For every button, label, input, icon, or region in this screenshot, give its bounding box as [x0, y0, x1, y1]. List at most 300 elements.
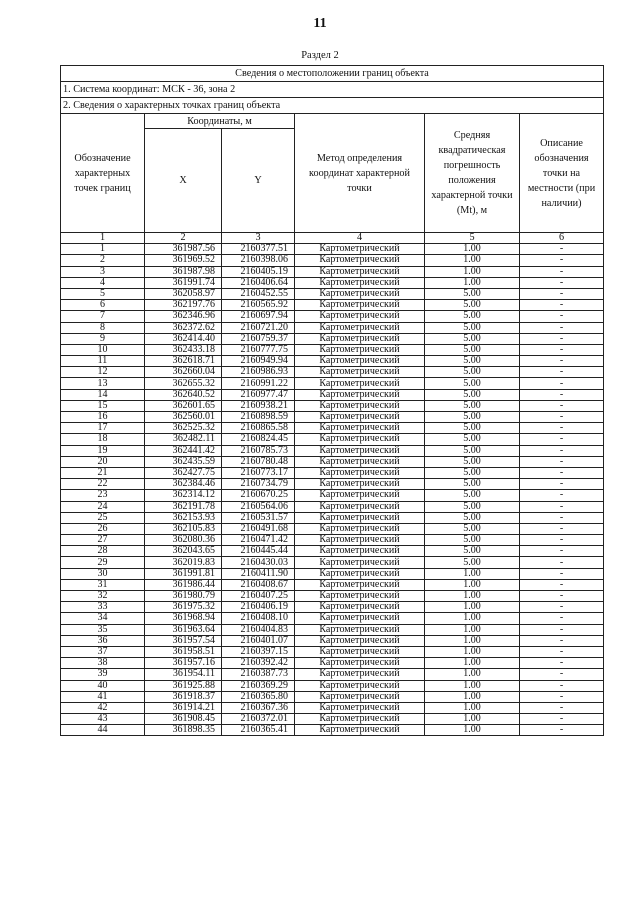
coord-x: 362197.76	[145, 300, 222, 311]
accuracy-cell: 1.00	[425, 591, 520, 602]
accuracy-cell: 5.00	[425, 501, 520, 512]
table-row	[61, 602, 604, 613]
description-cell: -	[520, 378, 604, 389]
method-cell: Картометрический	[295, 512, 425, 523]
accuracy-cell: 5.00	[425, 322, 520, 333]
point-number: 23	[61, 490, 145, 501]
method-cell: Картометрический	[295, 389, 425, 400]
coord-x: 362435.59	[145, 456, 222, 467]
coord-y: 2160377.51	[222, 244, 295, 255]
point-number: 30	[61, 568, 145, 579]
description-cell: -	[520, 557, 604, 568]
coord-y: 2160986.93	[222, 367, 295, 378]
accuracy-cell: 1.00	[425, 579, 520, 590]
coord-x: 361975.32	[145, 602, 222, 613]
method-cell: Картометрический	[295, 725, 425, 736]
coord-x: 361968.94	[145, 613, 222, 624]
description-cell: -	[520, 333, 604, 344]
table-row	[61, 658, 604, 669]
description-cell: -	[520, 356, 604, 367]
method-cell: Картометрический	[295, 244, 425, 255]
coord-x: 362482.11	[145, 434, 222, 445]
coord-y: 2160977.47	[222, 389, 295, 400]
point-number: 29	[61, 557, 145, 568]
coord-x: 361980.79	[145, 591, 222, 602]
description-cell: -	[520, 288, 604, 299]
column-number-row	[61, 233, 604, 244]
description-cell: -	[520, 702, 604, 713]
coord-y: 2160777.75	[222, 344, 295, 355]
coord-y: 2160387.73	[222, 669, 295, 680]
description-cell: -	[520, 490, 604, 501]
accuracy-cell: 1.00	[425, 680, 520, 691]
coord-x: 361958.51	[145, 646, 222, 657]
accuracy-cell: 1.00	[425, 725, 520, 736]
coord-y: 2160759.37	[222, 333, 295, 344]
method-cell: Картометрический	[295, 412, 425, 423]
column-number: 2	[145, 233, 222, 244]
accuracy-cell: 1.00	[425, 624, 520, 635]
description-cell: -	[520, 680, 604, 691]
accuracy-cell: 1.00	[425, 613, 520, 624]
description-cell: -	[520, 613, 604, 624]
coord-y: 2160734.79	[222, 479, 295, 490]
coord-x: 361991.74	[145, 277, 222, 288]
column-number: 4	[295, 233, 425, 244]
table-row	[61, 467, 604, 478]
coord-x: 362080.36	[145, 535, 222, 546]
accuracy-cell: 5.00	[425, 356, 520, 367]
table-row	[61, 479, 604, 490]
coord-x: 361991.81	[145, 568, 222, 579]
table-row	[61, 277, 604, 288]
description-cell: -	[520, 434, 604, 445]
accuracy-cell: 1.00	[425, 658, 520, 669]
column-number: 3	[222, 233, 295, 244]
description-cell: -	[520, 412, 604, 423]
method-cell: Картометрический	[295, 378, 425, 389]
point-number: 36	[61, 635, 145, 646]
coord-x: 361987.98	[145, 266, 222, 277]
point-number: 1	[61, 244, 145, 255]
description-cell: -	[520, 423, 604, 434]
header-designation: Обозначение характерных точек границ	[61, 114, 145, 233]
coord-y: 2160411.90	[222, 568, 295, 579]
coord-y: 2160445.44	[222, 546, 295, 557]
accuracy-cell: 1.00	[425, 646, 520, 657]
accuracy-cell: 1.00	[425, 266, 520, 277]
accuracy-cell: 5.00	[425, 300, 520, 311]
coord-x: 362601.65	[145, 400, 222, 411]
point-number: 26	[61, 523, 145, 534]
description-cell: -	[520, 568, 604, 579]
table-row	[61, 356, 604, 367]
method-cell: Картометрический	[295, 479, 425, 490]
column-number: 1	[61, 233, 145, 244]
description-cell: -	[520, 691, 604, 702]
table-row	[61, 725, 604, 736]
table-row	[61, 288, 604, 299]
coord-y: 2160369.29	[222, 680, 295, 691]
table-row	[61, 714, 604, 725]
description-cell: -	[520, 389, 604, 400]
accuracy-cell: 1.00	[425, 568, 520, 579]
accuracy-cell: 1.00	[425, 702, 520, 713]
point-number: 44	[61, 725, 145, 736]
method-cell: Картометрический	[295, 467, 425, 478]
table-row	[61, 445, 604, 456]
coord-x: 361986.44	[145, 579, 222, 590]
table-row	[61, 523, 604, 534]
point-number: 39	[61, 669, 145, 680]
description-cell: -	[520, 456, 604, 467]
accuracy-cell: 1.00	[425, 669, 520, 680]
point-number: 19	[61, 445, 145, 456]
coord-x: 362640.52	[145, 389, 222, 400]
accuracy-cell: 1.00	[425, 277, 520, 288]
point-number: 22	[61, 479, 145, 490]
point-number: 43	[61, 714, 145, 725]
table-row	[61, 255, 604, 266]
coord-x: 362441.42	[145, 445, 222, 456]
method-cell: Картометрический	[295, 714, 425, 725]
accuracy-cell: 5.00	[425, 535, 520, 546]
method-cell: Картометрический	[295, 523, 425, 534]
method-cell: Картометрический	[295, 635, 425, 646]
table-row	[61, 378, 604, 389]
accuracy-cell: 5.00	[425, 546, 520, 557]
point-number: 18	[61, 434, 145, 445]
coord-y: 2160401.07	[222, 635, 295, 646]
point-number: 12	[61, 367, 145, 378]
point-number: 24	[61, 501, 145, 512]
accuracy-cell: 1.00	[425, 691, 520, 702]
coord-x: 362427.75	[145, 467, 222, 478]
boundary-table	[60, 65, 604, 736]
accuracy-cell: 5.00	[425, 490, 520, 501]
coord-x: 361925.88	[145, 680, 222, 691]
coord-x: 362384.46	[145, 479, 222, 490]
point-number: 16	[61, 412, 145, 423]
coord-x: 361957.54	[145, 635, 222, 646]
coord-y: 2160670.25	[222, 490, 295, 501]
point-number: 4	[61, 277, 145, 288]
method-cell: Картометрический	[295, 490, 425, 501]
method-cell: Картометрический	[295, 400, 425, 411]
table-row	[61, 512, 604, 523]
accuracy-cell: 5.00	[425, 333, 520, 344]
coord-x: 361914.21	[145, 702, 222, 713]
table-row	[61, 266, 604, 277]
coord-y: 2160898.59	[222, 412, 295, 423]
description-cell: -	[520, 255, 604, 266]
method-cell: Картометрический	[295, 277, 425, 288]
coord-x: 362191.78	[145, 501, 222, 512]
method-cell: Картометрический	[295, 702, 425, 713]
method-cell: Картометрический	[295, 501, 425, 512]
table-row	[61, 669, 604, 680]
method-cell: Картометрический	[295, 367, 425, 378]
coord-x: 361918.37	[145, 691, 222, 702]
method-cell: Картометрический	[295, 591, 425, 602]
point-number: 14	[61, 389, 145, 400]
accuracy-cell: 1.00	[425, 602, 520, 613]
accuracy-cell: 5.00	[425, 523, 520, 534]
coord-y: 2160365.80	[222, 691, 295, 702]
coord-y: 2160773.17	[222, 467, 295, 478]
method-cell: Картометрический	[295, 322, 425, 333]
coord-x: 362414.40	[145, 333, 222, 344]
description-cell: -	[520, 523, 604, 534]
table-row	[61, 322, 604, 333]
description-cell: -	[520, 669, 604, 680]
coord-x: 362105.83	[145, 523, 222, 534]
table-row	[61, 412, 604, 423]
description-cell: -	[520, 725, 604, 736]
coord-y: 2160367.36	[222, 702, 295, 713]
table-row	[61, 635, 604, 646]
table-row	[61, 311, 604, 322]
method-cell: Картометрический	[295, 445, 425, 456]
accuracy-cell: 5.00	[425, 557, 520, 568]
table-row	[61, 646, 604, 657]
accuracy-cell: 5.00	[425, 412, 520, 423]
table-row	[61, 691, 604, 702]
coord-x: 361957.16	[145, 658, 222, 669]
description-cell: -	[520, 624, 604, 635]
accuracy-cell: 5.00	[425, 445, 520, 456]
coord-x: 361969.52	[145, 255, 222, 266]
table-row	[61, 535, 604, 546]
point-number: 42	[61, 702, 145, 713]
point-number: 27	[61, 535, 145, 546]
description-cell: -	[520, 367, 604, 378]
point-number: 10	[61, 344, 145, 355]
point-number: 34	[61, 613, 145, 624]
method-cell: Картометрический	[295, 535, 425, 546]
table-row	[61, 613, 604, 624]
coord-y: 2160365.41	[222, 725, 295, 736]
coord-y: 2160406.64	[222, 277, 295, 288]
accuracy-cell: 5.00	[425, 311, 520, 322]
points-heading: 2. Сведения о характерных точках границ объекта	[61, 98, 604, 114]
method-cell: Картометрический	[295, 669, 425, 680]
accuracy-cell: 1.00	[425, 255, 520, 266]
method-cell: Картометрический	[295, 300, 425, 311]
accuracy-cell: 5.00	[425, 378, 520, 389]
table-row	[61, 501, 604, 512]
coord-y: 2160408.10	[222, 613, 295, 624]
description-cell: -	[520, 591, 604, 602]
point-number: 7	[61, 311, 145, 322]
header-method: Метод определения координат характерной точки	[295, 114, 425, 233]
coord-x: 362655.32	[145, 378, 222, 389]
method-cell: Картометрический	[295, 266, 425, 277]
table-row	[61, 333, 604, 344]
description-cell: -	[520, 322, 604, 333]
accuracy-cell: 5.00	[425, 479, 520, 490]
section-label: Раздел 2	[301, 50, 339, 61]
page-number: 11	[313, 16, 327, 31]
coord-x: 362153.93	[145, 512, 222, 523]
coord-y: 2160452.55	[222, 288, 295, 299]
coord-y: 2160721.20	[222, 322, 295, 333]
method-cell: Картометрический	[295, 579, 425, 590]
table-row	[61, 680, 604, 691]
method-cell: Картометрический	[295, 680, 425, 691]
point-number: 25	[61, 512, 145, 523]
accuracy-cell: 5.00	[425, 288, 520, 299]
header-coordinates: Координаты, м	[145, 114, 295, 129]
accuracy-cell: 5.00	[425, 389, 520, 400]
coord-y: 2160697.94	[222, 311, 295, 322]
point-number: 6	[61, 300, 145, 311]
coord-x: 362043.65	[145, 546, 222, 557]
coord-y: 2160372.01	[222, 714, 295, 725]
column-number: 6	[520, 233, 604, 244]
description-cell: -	[520, 300, 604, 311]
header-y: Y	[222, 129, 295, 233]
description-cell: -	[520, 244, 604, 255]
table-row	[61, 624, 604, 635]
description-cell: -	[520, 658, 604, 669]
description-cell: -	[520, 646, 604, 657]
coord-y: 2160471.42	[222, 535, 295, 546]
description-cell: -	[520, 535, 604, 546]
coord-x: 362660.04	[145, 367, 222, 378]
table-row	[61, 557, 604, 568]
description-cell: -	[520, 344, 604, 355]
table-body	[61, 66, 604, 736]
method-cell: Картометрический	[295, 456, 425, 467]
coord-y: 2160405.19	[222, 266, 295, 277]
table-row	[61, 490, 604, 501]
description-cell: -	[520, 445, 604, 456]
table-row	[61, 344, 604, 355]
table-row	[61, 400, 604, 411]
coord-system-line: 1. Система координат: МСК - 36, зона 2	[61, 82, 604, 98]
description-cell: -	[520, 479, 604, 490]
accuracy-cell: 5.00	[425, 423, 520, 434]
accuracy-cell: 1.00	[425, 714, 520, 725]
coord-y: 2160991.22	[222, 378, 295, 389]
table-row	[61, 568, 604, 579]
table-row	[61, 546, 604, 557]
table-row	[61, 702, 604, 713]
accuracy-cell: 5.00	[425, 434, 520, 445]
coord-y: 2160865.58	[222, 423, 295, 434]
method-cell: Картометрический	[295, 311, 425, 322]
description-cell: -	[520, 400, 604, 411]
coord-x: 362314.12	[145, 490, 222, 501]
point-number: 32	[61, 591, 145, 602]
coord-x: 361987.56	[145, 244, 222, 255]
coord-x: 362525.32	[145, 423, 222, 434]
coord-x: 362433.18	[145, 344, 222, 355]
method-cell: Картометрический	[295, 356, 425, 367]
method-cell: Картометрический	[295, 546, 425, 557]
table-row	[61, 389, 604, 400]
coord-x: 362346.96	[145, 311, 222, 322]
accuracy-cell: 5.00	[425, 344, 520, 355]
description-cell: -	[520, 714, 604, 725]
coord-y: 2160491.68	[222, 523, 295, 534]
coord-y: 2160406.19	[222, 602, 295, 613]
method-cell: Картометрический	[295, 658, 425, 669]
method-cell: Картометрический	[295, 646, 425, 657]
coord-y: 2160392.42	[222, 658, 295, 669]
description-cell: -	[520, 602, 604, 613]
coord-y: 2160780.48	[222, 456, 295, 467]
accuracy-cell: 1.00	[425, 635, 520, 646]
description-cell: -	[520, 501, 604, 512]
coord-x: 362058.97	[145, 288, 222, 299]
coord-x: 362019.83	[145, 557, 222, 568]
point-number: 2	[61, 255, 145, 266]
coord-y: 2160397.15	[222, 646, 295, 657]
accuracy-cell: 1.00	[425, 244, 520, 255]
table-row	[61, 367, 604, 378]
header-x: X	[145, 129, 222, 233]
coord-y: 2160565.92	[222, 300, 295, 311]
coord-y: 2160785.73	[222, 445, 295, 456]
point-number: 35	[61, 624, 145, 635]
method-cell: Картометрический	[295, 568, 425, 579]
point-number: 38	[61, 658, 145, 669]
method-cell: Картометрический	[295, 333, 425, 344]
method-cell: Картометрический	[295, 423, 425, 434]
description-cell: -	[520, 467, 604, 478]
point-number: 37	[61, 646, 145, 657]
column-number: 5	[425, 233, 520, 244]
description-cell: -	[520, 579, 604, 590]
coord-y: 2160564.06	[222, 501, 295, 512]
description-cell: -	[520, 512, 604, 523]
point-number: 31	[61, 579, 145, 590]
point-number: 13	[61, 378, 145, 389]
point-number: 20	[61, 456, 145, 467]
method-cell: Картометрический	[295, 255, 425, 266]
method-cell: Картометрический	[295, 288, 425, 299]
coord-y: 2160398.06	[222, 255, 295, 266]
table-row	[61, 244, 604, 255]
accuracy-cell: 5.00	[425, 400, 520, 411]
description-cell: -	[520, 546, 604, 557]
point-number: 3	[61, 266, 145, 277]
method-cell: Картометрический	[295, 557, 425, 568]
method-cell: Картометрический	[295, 434, 425, 445]
description-cell: -	[520, 277, 604, 288]
table-row	[61, 579, 604, 590]
table-row	[61, 423, 604, 434]
point-number: 15	[61, 400, 145, 411]
description-cell: -	[520, 266, 604, 277]
accuracy-cell: 5.00	[425, 367, 520, 378]
coord-x: 362560.01	[145, 412, 222, 423]
header-accuracy: Средняя квадратическая погрешность положения характерной точки (Mt), м	[425, 114, 520, 233]
coord-x: 361954.11	[145, 669, 222, 680]
method-cell: Картометрический	[295, 613, 425, 624]
point-number: 11	[61, 356, 145, 367]
description-cell: -	[520, 311, 604, 322]
coord-y: 2160430.03	[222, 557, 295, 568]
point-number: 5	[61, 288, 145, 299]
point-number: 28	[61, 546, 145, 557]
table-row	[61, 434, 604, 445]
coord-x: 361908.45	[145, 714, 222, 725]
point-number: 21	[61, 467, 145, 478]
method-cell: Картометрический	[295, 691, 425, 702]
